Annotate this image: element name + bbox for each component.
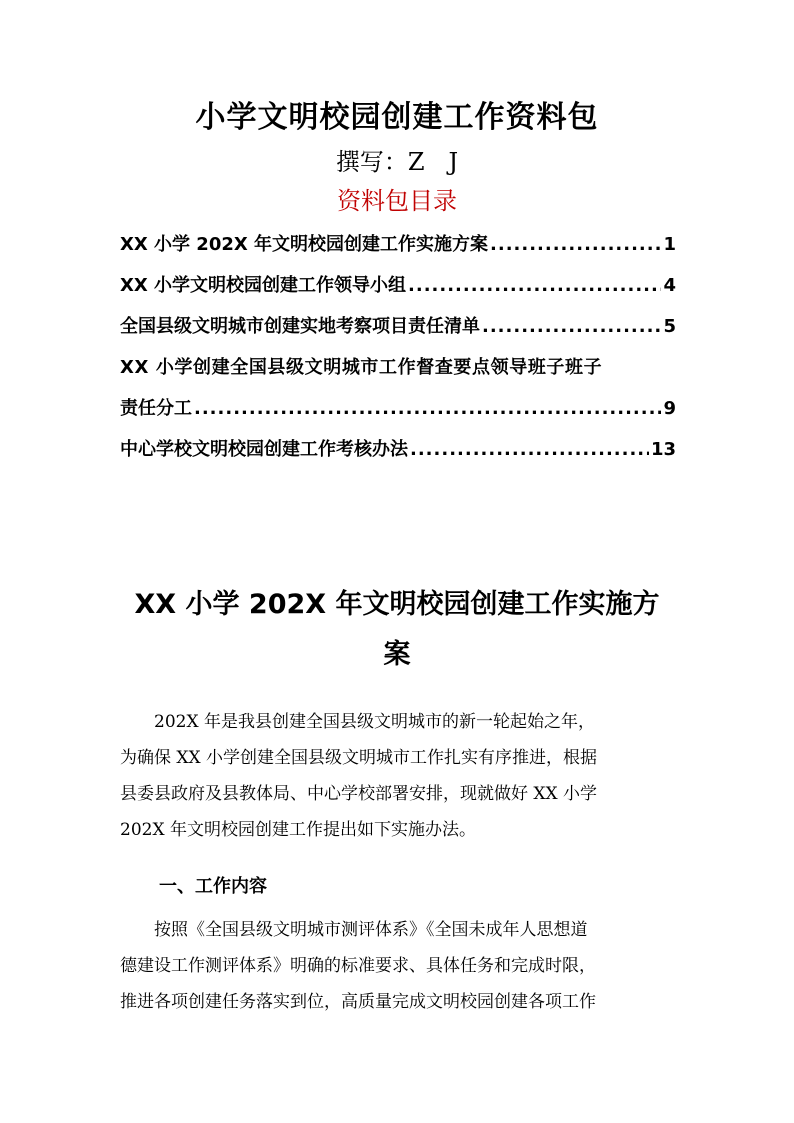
- section-title: [0, 580, 794, 680]
- toc-entry-text: 责任分工: [120, 398, 192, 419]
- toc-page-number: 13: [650, 439, 676, 460]
- toc-page-number: 5: [663, 316, 676, 337]
- toc-entry-text: XX 小学文明校园创建工作领导小组: [120, 275, 407, 296]
- toc-entry-line1[interactable]: XX 小学创建全国县级文明城市工作督查要点领导班子班子: [120, 357, 603, 378]
- paragraph-line: 202X 年是我县创建全国县级文明城市的新一轮起始之年，: [120, 712, 595, 732]
- table-of-contents: [120, 224, 676, 470]
- toc-entry[interactable]: [120, 429, 676, 470]
- paragraph-line: 推进各项创建任务落实到位，高质量完成文明校园创建各项工作: [120, 992, 596, 1012]
- section-title-line: 案: [383, 639, 411, 670]
- toc-entry[interactable]: [120, 265, 676, 306]
- toc-entry[interactable]: [120, 224, 676, 265]
- intro-paragraph: [120, 704, 676, 848]
- toc-entry-text: XX 小学 202X 年文明校园创建工作实施方案: [120, 234, 489, 255]
- toc-leader-dots: [490, 224, 661, 265]
- toc-page-number: 1: [663, 234, 676, 255]
- toc-leader-dots: [194, 388, 661, 429]
- toc-page-number: 9: [663, 398, 676, 419]
- toc-entry-text: 全国县级文明城市创建实地考察项目责任清单: [120, 316, 480, 337]
- toc-entry-text: 中心学校文明校园创建工作考核办法: [120, 439, 408, 460]
- toc-leader-dots: [482, 306, 661, 347]
- paragraph-line: 德建设工作测评体系》明确的标准要求、具体任务和完成时限，: [120, 956, 596, 976]
- paragraph-line: 为确保 XX 小学创建全国县级文明城市工作扎实有序推进，根据: [120, 748, 598, 768]
- toc-entry[interactable]: [120, 388, 676, 429]
- document-title: 小学文明校园创建工作资料包: [195, 100, 599, 135]
- document-author: 撰写：Z J: [335, 148, 459, 176]
- paragraph-line: 县委县政府及县教体局、中心学校部署安排，现就做好 XX 小学: [120, 784, 598, 804]
- toc-entry[interactable]: [120, 306, 676, 347]
- paragraph-line: 按照《全国县级文明城市测评体系》《全国未成年人思想道: [120, 920, 588, 940]
- toc-page-number: 4: [663, 275, 676, 296]
- subheading-work-content: 一、工作内容: [159, 876, 267, 897]
- body-paragraph: [120, 912, 676, 1020]
- toc-heading: 资料包目录: [337, 187, 457, 215]
- paragraph-line: 202X 年文明校园创建工作提出如下实施办法。: [120, 820, 476, 840]
- section-title-line: XX 小学 202X 年文明校园创建工作实施方: [134, 589, 660, 620]
- toc-leader-dots: [410, 429, 649, 470]
- toc-leader-dots: [408, 265, 661, 306]
